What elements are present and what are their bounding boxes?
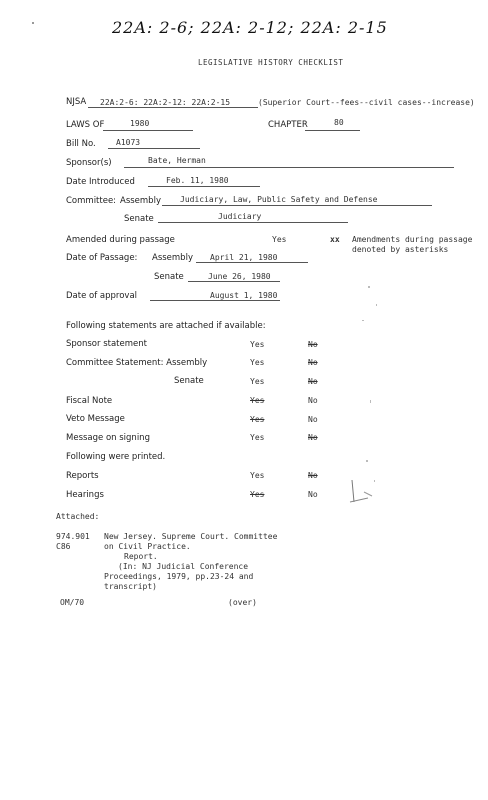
attached-call-number: 974.901 <box>56 532 90 541</box>
date-introduced-underline <box>148 186 260 187</box>
committee-senate-underline <box>158 222 348 223</box>
attached-citation-line: (In: NJ Judicial Conference <box>118 562 249 571</box>
bill-no-value: A1073 <box>116 138 141 147</box>
printed-yes: Yes <box>250 471 265 480</box>
committee-assembly-underline <box>162 205 432 206</box>
laws-of-value: 1980 <box>130 119 150 128</box>
attached-citation-line: transcript) <box>104 582 157 591</box>
date-introduced-label: Date Introduced <box>66 177 135 187</box>
attached-citation-line: Report. <box>124 552 158 561</box>
committee-assembly-value: Judiciary, Law, Public Safety and Defense <box>180 195 378 204</box>
amended-mark: xx <box>330 235 340 244</box>
committee-senate-value: Judiciary <box>218 212 262 221</box>
bill-no-label: Bill No. <box>66 139 96 149</box>
attached-label: Attached: <box>56 512 100 521</box>
passage-senate-underline <box>188 281 280 282</box>
date-introduced-value: Feb. 11, 1980 <box>166 176 229 185</box>
passage-assembly-value: April 21, 1980 <box>210 253 278 262</box>
statement-label: Senate <box>174 376 204 386</box>
passage-label: Date of Passage: <box>66 253 138 263</box>
chapter-underline <box>305 130 360 131</box>
statement-label: Message on signing <box>66 433 150 443</box>
statement-yes: Yes <box>250 377 265 386</box>
passage-assembly-underline <box>196 262 308 263</box>
amended-yes: Yes <box>272 235 287 244</box>
statement-label: Veto Message <box>66 414 125 424</box>
statement-no: No <box>308 433 318 442</box>
statement-yes: Yes <box>250 396 265 405</box>
printed-yes: Yes <box>250 490 265 499</box>
chapter-label: CHAPTER <box>268 120 308 130</box>
footer-code: OM/70 <box>60 598 85 607</box>
committee-senate-label: Senate <box>124 214 154 224</box>
statement-no: No <box>308 396 318 405</box>
attached-citation-line: New Jersey. Supreme Court. Committee <box>104 532 278 541</box>
committee-assembly-label: Assembly <box>120 196 161 206</box>
njsa-underline <box>88 107 258 108</box>
passage-assembly-label: Assembly <box>152 253 193 263</box>
amended-label: Amended during passage <box>66 235 175 245</box>
njsa-value: 22A:2-6: 22A:2-12: 22A:2-15 <box>100 98 231 107</box>
laws-of-label: LAWS OF <box>66 120 105 130</box>
njsa-label: NJSA <box>66 97 87 107</box>
following-statements-text: Following statements are attached if available: <box>66 321 266 331</box>
statement-yes: Yes <box>250 415 265 424</box>
laws-of-underline <box>103 130 193 131</box>
attached-citation-line: on Civil Practice. <box>104 542 191 551</box>
statement-yes: Yes <box>250 433 265 442</box>
statement-no: No <box>308 358 318 367</box>
chapter-value: 80 <box>334 118 344 127</box>
scan-noise-marks <box>340 280 400 510</box>
statement-no: No <box>308 340 318 349</box>
following-printed-text: Following were printed. <box>66 452 166 462</box>
over-note: (over) <box>228 598 257 607</box>
printed-no: No <box>308 471 318 480</box>
amended-note: Amendments during passage denoted by asterisks <box>352 235 473 254</box>
statement-yes: Yes <box>250 340 265 349</box>
scan-speck <box>32 22 34 24</box>
sponsors-underline <box>124 167 454 168</box>
statement-label: Committee Statement: Assembly <box>66 358 208 368</box>
attached-citation-line: Proceedings, 1979, pp.23-24 and <box>104 572 254 581</box>
statement-no: No <box>308 377 318 386</box>
approval-label: Date of approval <box>66 291 138 301</box>
passage-senate-label: Senate <box>154 272 184 282</box>
committee-label: Committee: <box>66 196 117 206</box>
passage-senate-value: June 26, 1980 <box>208 272 271 281</box>
printed-label: Reports <box>66 471 99 481</box>
form-title: LEGISLATIVE HISTORY CHECKLIST <box>198 58 344 67</box>
statement-yes: Yes <box>250 358 265 367</box>
sponsors-label: Sponsor(s) <box>66 158 112 168</box>
statement-label: Fiscal Note <box>66 396 113 406</box>
approval-value: August 1, 1980 <box>210 291 278 300</box>
bill-no-underline <box>108 148 200 149</box>
attached-call-number: C86 <box>56 542 71 551</box>
printed-no: No <box>308 490 318 499</box>
sponsors-value: Bate, Herman <box>148 156 206 165</box>
handwritten-statute-references: 22A: 2-6; 22A: 2-12; 22A: 2-15 <box>112 18 388 37</box>
njsa-description: (Superior Court--fees--civil cases--increase) <box>258 98 475 107</box>
printed-label: Hearings <box>66 490 104 500</box>
statement-label: Sponsor statement <box>66 339 147 349</box>
statement-no: No <box>308 415 318 424</box>
approval-underline <box>150 300 280 301</box>
